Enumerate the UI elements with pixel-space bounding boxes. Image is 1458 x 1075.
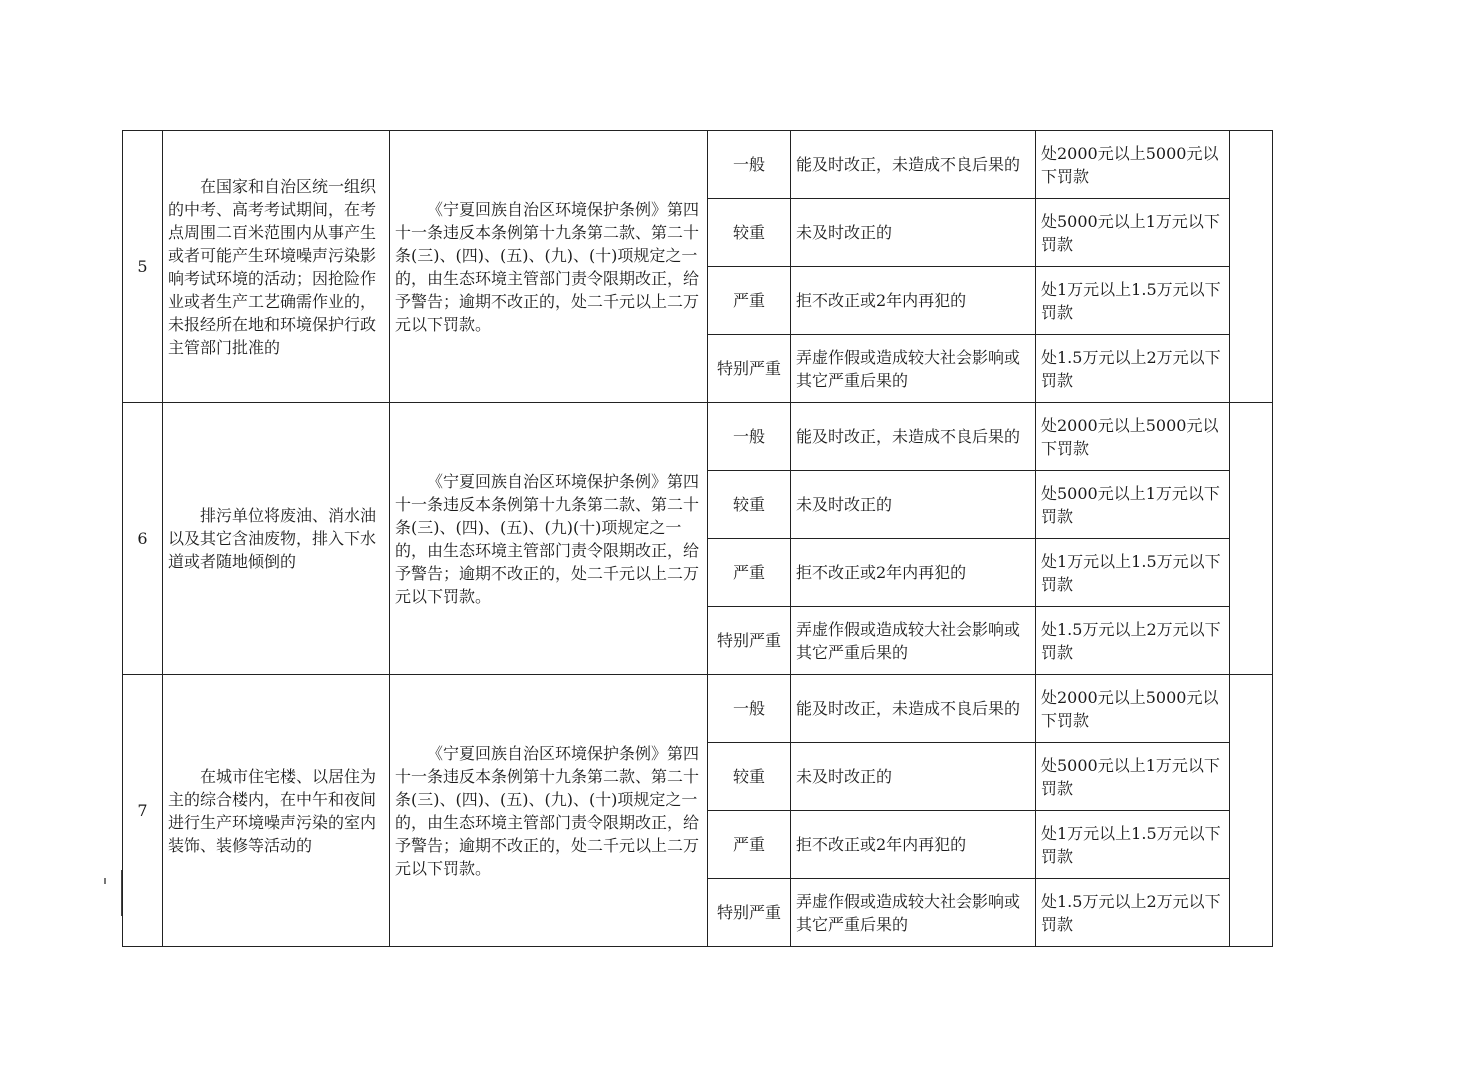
- penalty-standard: 处5000元以上1万元以下罚款: [1036, 471, 1230, 539]
- remarks-cell: [1230, 131, 1273, 403]
- penalty-standard: 处1.5万元以上2万元以下罚款: [1036, 607, 1230, 675]
- item-number: 7: [123, 675, 163, 947]
- severity-level: 一般: [708, 403, 791, 471]
- circumstance: 拒不改正或2年内再犯的: [791, 267, 1036, 335]
- penalty-standard: 处5000元以上1万元以下罚款: [1036, 199, 1230, 267]
- table-row: [123, 131, 1273, 199]
- severity-level: 特别严重: [708, 335, 791, 403]
- penalty-standard: 处5000元以上1万元以下罚款: [1036, 743, 1230, 811]
- severity-level: 较重: [708, 199, 791, 267]
- table-row: [123, 403, 1273, 471]
- legal-basis: 《宁夏回族自治区环境保护条例》第四十一条违反本条例第十九条第二款、第二十条(三)、(四)、(五)、(九)、(十)项规定之一的，由生态环境主管部门责令限期改正，给予警告；逾期不改正的，处二千元以上二万元以下罚款。: [390, 675, 708, 947]
- circumstance: 能及时改正，未造成不良后果的: [791, 403, 1036, 471]
- margin-mark: [104, 878, 106, 884]
- circumstance: 拒不改正或2年内再犯的: [791, 811, 1036, 879]
- penalty-standard: 处2000元以上5000元以下罚款: [1036, 403, 1230, 471]
- penalty-standard: 处2000元以上5000元以下罚款: [1036, 675, 1230, 743]
- circumstance: 弄虚作假或造成较大社会影响或其它严重后果的: [791, 879, 1036, 947]
- legal-basis: 《宁夏回族自治区环境保护条例》第四十一条违反本条例第十九条第二款、第二十条(三)、(四)、(五)、(九)、(十)项规定之一的，由生态环境主管部门责令限期改正，给予警告；逾期不改正的，处二千元以上二万元以下罚款。: [390, 131, 708, 403]
- severity-level: 一般: [708, 675, 791, 743]
- severity-level: 特别严重: [708, 879, 791, 947]
- table-row: [123, 675, 1273, 743]
- circumstance: 未及时改正的: [791, 743, 1036, 811]
- penalty-standard: 处1.5万元以上2万元以下罚款: [1036, 879, 1230, 947]
- margin-line: [121, 870, 122, 916]
- circumstance: 未及时改正的: [791, 199, 1036, 267]
- severity-level: 一般: [708, 131, 791, 199]
- penalty-standard: 处1万元以上1.5万元以下罚款: [1036, 267, 1230, 335]
- penalty-standard: 处1.5万元以上2万元以下罚款: [1036, 335, 1230, 403]
- penalty-standard: 处1万元以上1.5万元以下罚款: [1036, 539, 1230, 607]
- item-number: 5: [123, 131, 163, 403]
- remarks-cell: [1230, 675, 1273, 947]
- violation-description: 在城市住宅楼、以居住为主的综合楼内，在中午和夜间进行生产环境噪声污染的室内装饰、装修等活动的: [163, 675, 390, 947]
- severity-level: 严重: [708, 811, 791, 879]
- legal-basis: 《宁夏回族自治区环境保护条例》第四十一条违反本条例第十九条第二款、第二十条(三)、(四)、(五)、(九)(十)项规定之一的，由生态环境主管部门责令限期改正，给予警告；逾期不改正的，处二千元以上二万元以下罚款。: [390, 403, 708, 675]
- severity-level: 严重: [708, 539, 791, 607]
- penalty-standard: 处2000元以上5000元以下罚款: [1036, 131, 1230, 199]
- item-number: 6: [123, 403, 163, 675]
- penalty-standard: 处1万元以上1.5万元以下罚款: [1036, 811, 1230, 879]
- severity-level: 较重: [708, 743, 791, 811]
- circumstance: 能及时改正，未造成不良后果的: [791, 131, 1036, 199]
- severity-level: 严重: [708, 267, 791, 335]
- circumstance: 能及时改正，未造成不良后果的: [791, 675, 1036, 743]
- penalty-standards-table: [122, 130, 1273, 947]
- violation-description: 在国家和自治区统一组织的中考、高考考试期间，在考点周围二百米范围内从事产生或者可能产生环境噪声污染影响考试环境的活动；因抢险作业或者生产工艺确需作业的，未报经所在地和环境保护行政主管部门批准的: [163, 131, 390, 403]
- circumstance: 弄虚作假或造成较大社会影响或其它严重后果的: [791, 335, 1036, 403]
- circumstance: 拒不改正或2年内再犯的: [791, 539, 1036, 607]
- circumstance: 弄虚作假或造成较大社会影响或其它严重后果的: [791, 607, 1036, 675]
- circumstance: 未及时改正的: [791, 471, 1036, 539]
- violation-description: 排污单位将废油、消水油以及其它含油废物，排入下水道或者随地倾倒的: [163, 403, 390, 675]
- severity-level: 特别严重: [708, 607, 791, 675]
- remarks-cell: [1230, 403, 1273, 675]
- severity-level: 较重: [708, 471, 791, 539]
